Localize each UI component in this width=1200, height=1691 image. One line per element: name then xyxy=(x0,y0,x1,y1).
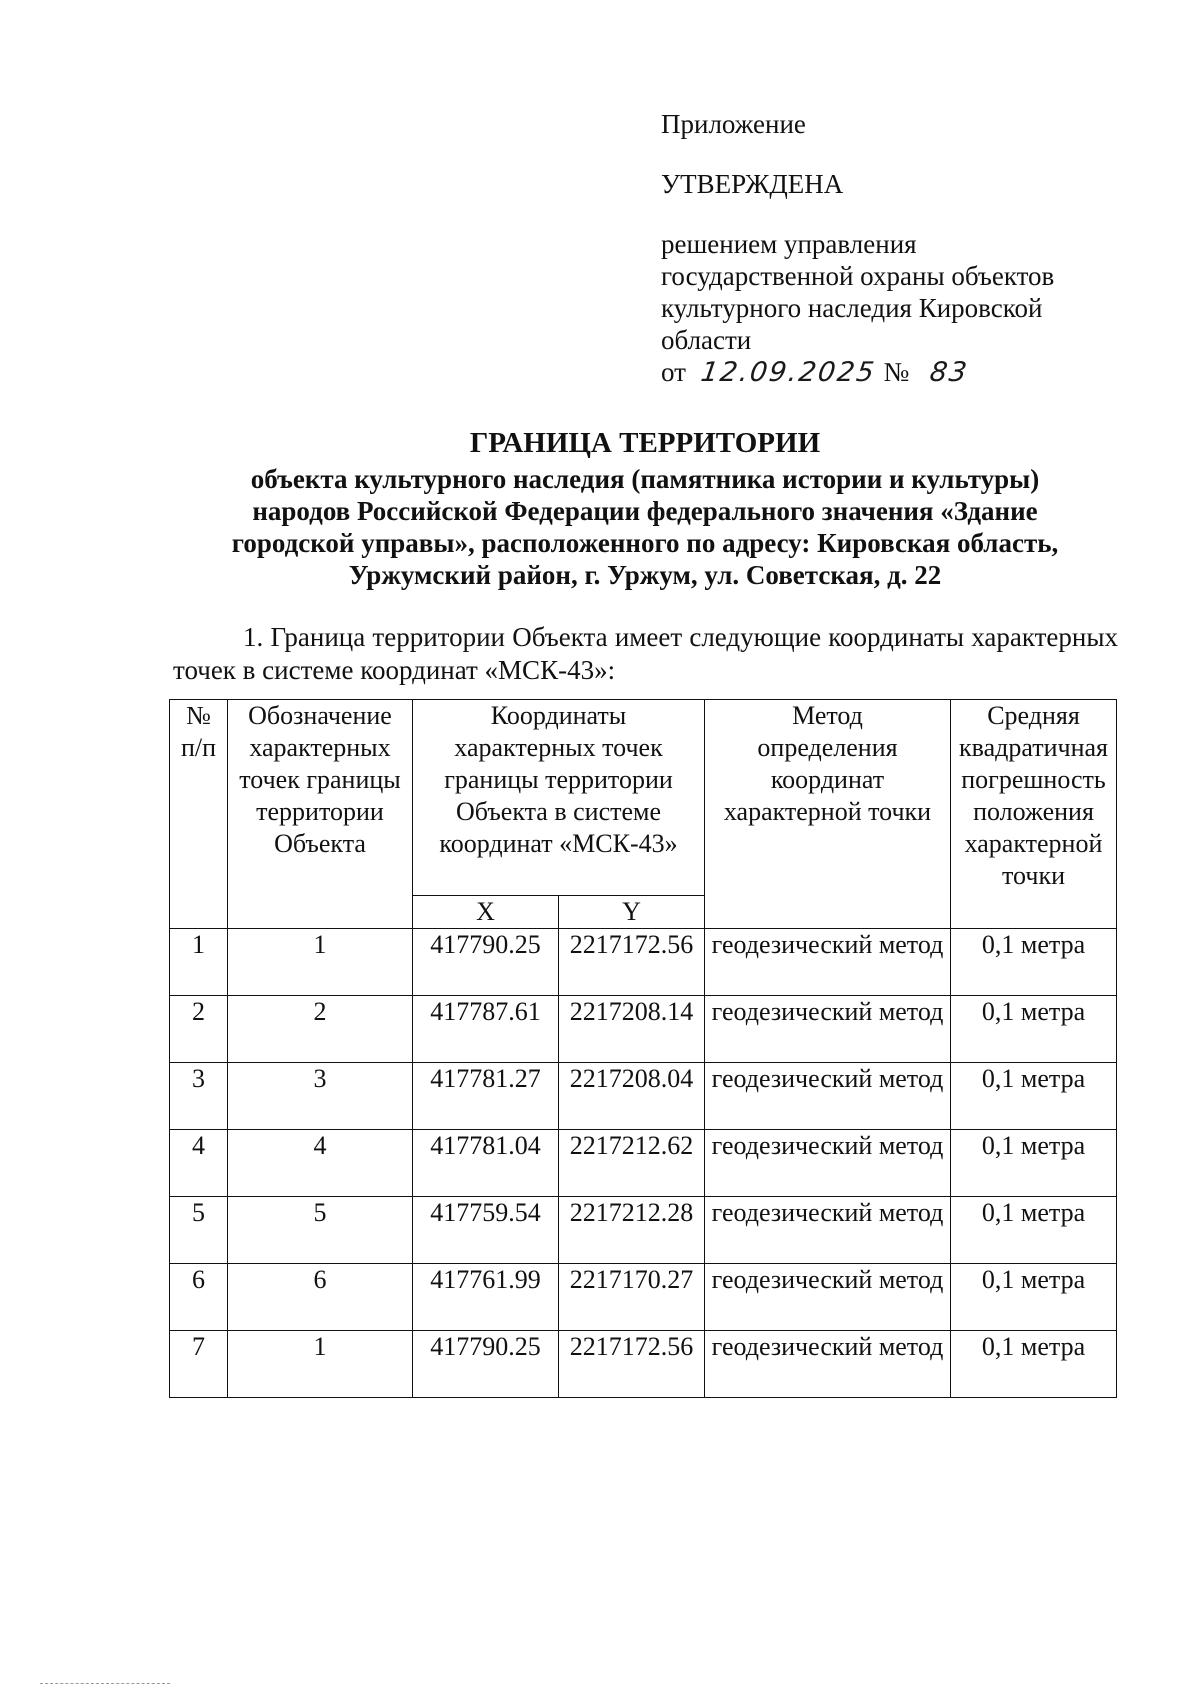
decision-line: области xyxy=(661,325,752,355)
scan-edge-mark xyxy=(40,1683,170,1686)
cell-method: геодезический метод xyxy=(705,929,951,996)
coordinates-table xyxy=(169,699,1117,1398)
handwritten-number: 83 xyxy=(927,357,971,388)
cell-y: 2217208.04 xyxy=(559,1063,705,1130)
cell-point: 3 xyxy=(228,1063,413,1130)
header-coordinates-line: характерных точек xyxy=(454,733,663,762)
title-line: народов Российской Федерации федерального значения «Здание xyxy=(252,496,1038,526)
cell-x: 417781.27 xyxy=(413,1063,559,1130)
decision-line: решением управления xyxy=(661,229,917,259)
cell-point: 6 xyxy=(228,1264,413,1331)
title-line: городской управы», расположенного по адресу: Кировская область, xyxy=(231,528,1059,558)
cell-num: 3 xyxy=(170,1063,228,1130)
header-error-line: квадратичная xyxy=(959,733,1108,762)
cell-y: 2217212.62 xyxy=(559,1130,705,1197)
cell-num: 6 xyxy=(170,1264,228,1331)
cell-error: 0,1 метра xyxy=(951,1264,1117,1331)
date-prefix: от xyxy=(661,357,686,387)
cell-x: 417761.99 xyxy=(413,1264,559,1331)
cell-x: 417787.61 xyxy=(413,996,559,1063)
date-number-row xyxy=(661,356,1121,389)
decision-text xyxy=(661,228,1121,356)
title-main: ГРАНИЦА ТЕРРИТОРИИ xyxy=(469,427,821,459)
header-coordinates-line: координат «МСК-43» xyxy=(439,829,678,858)
table-row xyxy=(170,1063,1117,1130)
header-error-line: точки xyxy=(1002,861,1065,890)
cell-y: 2217208.14 xyxy=(559,996,705,1063)
header-designation-line: Объекта xyxy=(274,829,366,858)
cell-y: 2217170.27 xyxy=(559,1264,705,1331)
header-num-line: п/п xyxy=(180,733,217,762)
cell-num: 7 xyxy=(170,1331,228,1398)
table-row xyxy=(170,929,1117,996)
header-method-line: Метод xyxy=(792,701,863,730)
cell-point: 2 xyxy=(228,996,413,1063)
header-num-line: № xyxy=(186,701,211,730)
header-coordinates xyxy=(413,700,705,896)
cell-method: геодезический метод xyxy=(705,1264,951,1331)
cell-point: 1 xyxy=(228,1331,413,1398)
header-designation-line: территории xyxy=(256,797,384,826)
header-coordinates-line: границы территории xyxy=(444,765,673,794)
table-row xyxy=(170,1331,1117,1398)
cell-error: 0,1 метра xyxy=(951,1130,1117,1197)
cell-point: 5 xyxy=(228,1197,413,1264)
cell-x: 417759.54 xyxy=(413,1197,559,1264)
header-error-line: Средняя xyxy=(987,701,1080,730)
header-x: X xyxy=(413,896,559,929)
header-error xyxy=(951,700,1117,929)
header-error-line: положения xyxy=(973,797,1094,826)
cell-error: 0,1 метра xyxy=(951,1197,1117,1264)
handwritten-date: 12.09.2025 xyxy=(698,357,878,388)
cell-error: 0,1 метра xyxy=(951,929,1117,996)
cell-x: 417781.04 xyxy=(413,1130,559,1197)
header-method xyxy=(705,700,951,929)
cell-num: 1 xyxy=(170,929,228,996)
cell-point: 4 xyxy=(228,1130,413,1197)
cell-error: 0,1 метра xyxy=(951,1331,1117,1398)
table-row xyxy=(170,1264,1117,1331)
table-row xyxy=(170,1197,1117,1264)
cell-x: 417790.25 xyxy=(413,1331,559,1398)
table-row xyxy=(170,1130,1117,1197)
cell-method: геодезический метод xyxy=(705,1331,951,1398)
cell-num: 2 xyxy=(170,996,228,1063)
cell-error: 0,1 метра xyxy=(951,996,1117,1063)
header-num xyxy=(170,700,228,929)
table-row xyxy=(170,996,1117,1063)
header-designation xyxy=(228,700,413,929)
cell-point: 1 xyxy=(228,929,413,996)
cell-y: 2217172.56 xyxy=(559,1331,705,1398)
header-coordinates-line: Объекта в системе xyxy=(455,797,662,826)
header-method-line: определения xyxy=(757,733,898,762)
intro-paragraph xyxy=(173,621,1118,687)
header-error-line: погрешность xyxy=(961,765,1106,794)
header-error-line: характерной xyxy=(964,829,1103,858)
cell-method: геодезический метод xyxy=(705,1197,951,1264)
decision-line: культурного наследия Кировской xyxy=(661,293,1043,323)
header-method-line: характерной точки xyxy=(723,797,932,826)
paragraph-text: 1. Граница территории Объекта имеет следующие координаты характерных точек в системе координат «МСК-43»: xyxy=(173,622,1118,685)
approved-label: УТВЕРЖДЕНА xyxy=(661,169,844,199)
header-designation-line: характерных xyxy=(249,733,391,762)
document-title xyxy=(170,427,1120,591)
cell-method: геодезический метод xyxy=(705,996,951,1063)
title-line: объекта культурного наследия (памятника истории и культуры) xyxy=(250,464,1040,494)
cell-method: геодезический метод xyxy=(705,1063,951,1130)
cell-num: 5 xyxy=(170,1197,228,1264)
decision-line: государственной охраны объектов xyxy=(661,261,1055,291)
appendix-label: Приложение xyxy=(661,109,806,139)
header-coordinates-line: Координаты xyxy=(490,701,627,730)
header-designation-line: Обозначение xyxy=(248,701,392,730)
cell-x: 417790.25 xyxy=(413,929,559,996)
cell-method: геодезический метод xyxy=(705,1130,951,1197)
header-method-line: координат xyxy=(770,765,885,794)
number-sign: № xyxy=(883,357,910,387)
appendix-block xyxy=(661,108,1121,389)
header-y: Y xyxy=(559,896,705,929)
cell-num: 4 xyxy=(170,1130,228,1197)
cell-y: 2217172.56 xyxy=(559,929,705,996)
cell-error: 0,1 метра xyxy=(951,1063,1117,1130)
title-line: Уржумский район, г. Уржум, ул. Советская, д. 22 xyxy=(348,560,942,590)
header-designation-line: точек границы xyxy=(239,765,401,794)
cell-y: 2217212.28 xyxy=(559,1197,705,1264)
